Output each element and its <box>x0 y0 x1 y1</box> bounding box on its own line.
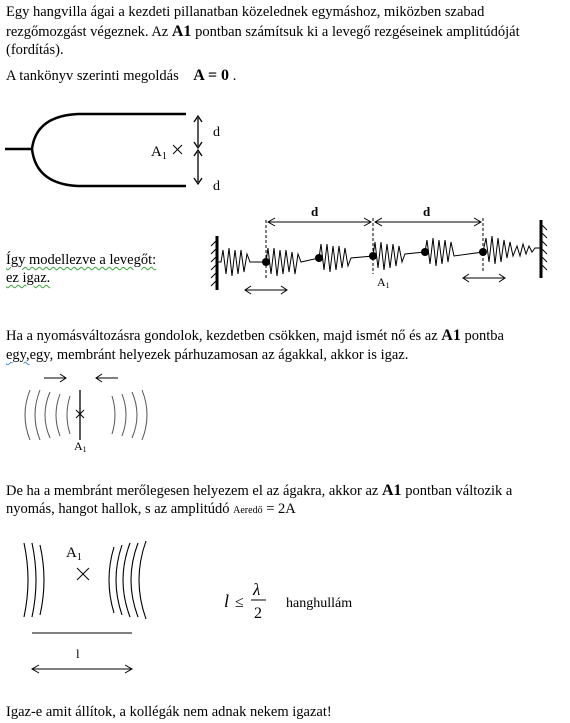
amplitude-subscript: Aeredő <box>233 505 263 516</box>
spring-model-figure <box>205 200 545 300</box>
point-a1: A1 <box>171 23 192 40</box>
d-label-left: d <box>311 204 319 219</box>
particle-4 <box>421 248 429 256</box>
cross-mark <box>173 145 182 154</box>
model-line-2: ez igaz. <box>6 270 51 286</box>
cond-two: 2 <box>254 605 262 622</box>
textbook-solution: A tankönyv szerinti megoldás A = 0 . <box>6 67 237 84</box>
model-label: A1 <box>377 275 390 290</box>
length-arrow <box>32 665 132 673</box>
cond-word: hanghullám <box>286 596 353 611</box>
condition-formula <box>220 576 380 626</box>
arrow-d-bottom <box>194 150 202 184</box>
arrow-left <box>96 374 118 382</box>
displacement-arrow-left <box>245 286 287 294</box>
pressure-label: A1 <box>74 439 87 454</box>
arrow-right <box>44 374 66 382</box>
fork-label: $A_1$ <box>151 144 167 162</box>
intro-line-2: rezgőmozgást végeznek. Az A1 pontban számítsuk ki a levegő rezgéseinek amplitúdóját <box>6 23 520 40</box>
cond-le: ≤ <box>235 594 244 611</box>
arrow-d-top <box>194 116 202 148</box>
parallel-membrane-figure <box>18 370 168 460</box>
perp-cross-mark <box>77 568 89 580</box>
particle-2 <box>315 254 323 262</box>
cond-l: l <box>224 591 230 611</box>
fork-prongs <box>32 114 186 186</box>
pressure-line-1: Ha a nyomásváltozásra gondolok, kezdetben csökken, majd ismét nő és az A1 pontba <box>6 327 504 344</box>
pressure-line-2: egy,egy, membránt helyezek párhuzamosan az ágakkal, akkor is igaz. <box>6 347 409 363</box>
length-label: l <box>76 646 80 661</box>
arrow-d-right <box>375 218 481 226</box>
closing-question: Igaz-e amit állítok, a kollégák nem adnak nekem igazat! <box>6 704 332 720</box>
tuning-fork-figure <box>0 106 230 196</box>
perp-line-2: nyomás, hangot hallok, s az amplitúdó Aeredő = 2A <box>6 501 296 517</box>
d-label-right: d <box>423 204 431 219</box>
intro-line-1: Egy hangvilla ágai a kezdeti pillanatban közelednek egymáshoz, miközben szabad <box>6 4 485 20</box>
perp-label: $A_1$ <box>66 545 82 563</box>
perp-line-1: De ha a membránt merőlegesen helyezem el az ágakra, akkor az A1 pontban változik a <box>6 482 513 499</box>
displacement-arrow-right <box>463 274 505 282</box>
cond-lambda: λ <box>253 580 261 599</box>
d-label-bottom: d <box>213 179 220 194</box>
intro-line-3: (fordítás). <box>6 42 64 58</box>
model-line-1: Így modellezve a levegőt: <box>6 252 157 268</box>
arrow-d-left <box>268 218 371 226</box>
perpendicular-figure <box>18 535 198 680</box>
d-label-top: d <box>213 125 220 140</box>
